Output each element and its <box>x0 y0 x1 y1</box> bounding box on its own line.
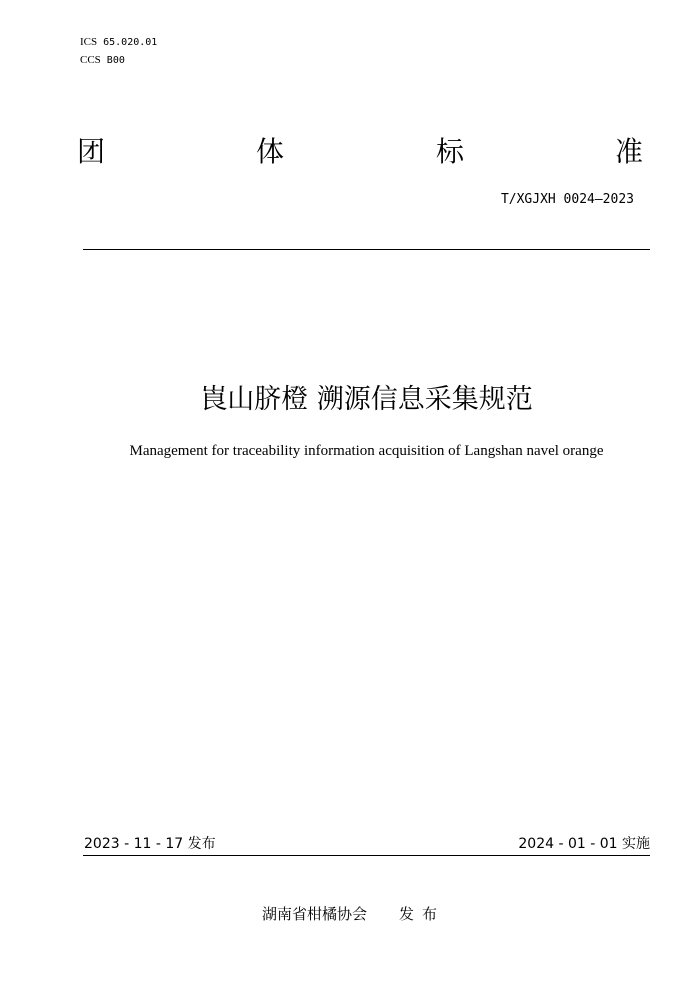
issuing-organization: 湖南省柑橘协会 <box>262 905 368 923</box>
standard-type-char: 准 <box>615 135 644 168</box>
standard-type-char: 标 <box>436 135 465 168</box>
ccs-code: B00 <box>106 55 125 66</box>
ics-classification <box>80 35 157 50</box>
document-title-english: Management for traceability information acquisition of Langshan navel orange <box>129 443 604 459</box>
ics-label: ICS <box>80 36 98 48</box>
standard-type-char: 体 <box>256 135 285 168</box>
issue-action: 发布 <box>399 905 446 923</box>
ics-code: 65.020.01 <box>103 37 158 48</box>
issue-date: 2023 - 11 - 17 发布 <box>84 836 216 852</box>
issuer-line <box>262 904 445 924</box>
document-title-chinese: 崀山脐橙 溯源信息采集规范 <box>200 384 533 415</box>
ccs-label: CCS <box>80 54 101 66</box>
standard-type-char: 团 <box>77 135 106 168</box>
implementation-date: 2024 - 01 - 01 实施 <box>518 836 650 852</box>
standard-number: T/XGJXH 0024—2023 <box>500 192 634 207</box>
header-divider <box>83 249 650 250</box>
footer-divider <box>83 855 650 856</box>
ccs-classification <box>80 53 125 68</box>
